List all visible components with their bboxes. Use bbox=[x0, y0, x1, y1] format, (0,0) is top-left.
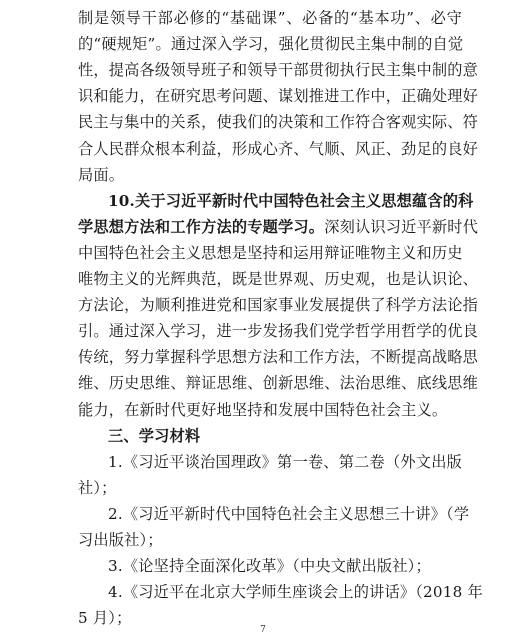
material-item-4-line-2: 5 月）； bbox=[78, 609, 132, 628]
item-10-body-line: 深刻认识习近平新时代 bbox=[324, 217, 479, 236]
material-item-2-line-1: 2.《习近平新时代中国特色社会主义思想三十讲》（学 bbox=[108, 504, 470, 523]
item-10-title-line: 10.关于习近平新时代中国特色社会主义思想蕴含的科 bbox=[108, 191, 474, 210]
item-10-body-line: 中国特色社会主义思想是坚持和运用辩证唯物主义和历史 bbox=[78, 243, 463, 262]
material-item-3-line-1: 3.《论坚持全面深化改革》（中央文献出版社）； bbox=[108, 557, 431, 576]
item-10-mixed-line bbox=[78, 217, 479, 237]
item-10-body-line: 能力，在新时代更好地坚持和发展中国特色社会主义。 bbox=[78, 400, 448, 419]
paragraph-line: 的“硬规矩”。通过深入学习，强化贯彻民主集中制的自觉 bbox=[78, 35, 464, 54]
item-10-body-line: 方法论，为顺利推进党和国家事业发展提供了科学方法论指 bbox=[78, 296, 479, 315]
material-item-2-line-2: 习出版社）； bbox=[78, 531, 163, 549]
material-item-1-line-2: 社）； bbox=[78, 478, 117, 497]
paragraph-line: 识和能力，在研究思考问题、谋划推进工作中，正确处理好 bbox=[78, 87, 479, 106]
paragraph-line: 局面。 bbox=[78, 165, 125, 184]
section-heading: 三、学习材料 bbox=[108, 426, 201, 445]
paragraph-line: 合人民群众根本利益，形成心齐、气顺、风正、劲足的良好 bbox=[78, 139, 479, 158]
item-10-body-line: 唯物主义的光辉典范，既是世界观、历史观，也是认识论、 bbox=[78, 270, 479, 288]
paragraph-line: 性，提高各级领导班子和领导干部贯彻执行民主集中制的意 bbox=[78, 61, 479, 80]
page-number: 7 bbox=[260, 625, 266, 635]
paragraph-line: 民主与集中的关系，使我们的决策和工作符合客观实际、符 bbox=[78, 113, 479, 132]
paragraph-line: 制是领导干部必修的“基础课”、必备的“基本功”、必守 bbox=[78, 9, 462, 27]
item-10-body-line: 传统，努力掌握科学思想方法和工作方法，不断提高战略思 bbox=[78, 348, 479, 367]
item-10-body-line: 维、历史思维、辩证思维、创新思维、法治思维、底线思维 bbox=[78, 374, 479, 393]
material-item-4-line-1: 4.《习近平在北京大学师生座谈会上的讲话》（2018 年 bbox=[108, 583, 483, 602]
material-item-1-line-1: 1.《习近平谈治国理政》第一卷、第二卷（外文出版 bbox=[108, 452, 462, 471]
item-10-title-line: 学思想方法和工作方法的专题学习。 bbox=[78, 217, 325, 236]
item-10-body-line: 引。通过深入学习，进一步发扬我们党学哲学用哲学的优良 bbox=[78, 322, 479, 341]
